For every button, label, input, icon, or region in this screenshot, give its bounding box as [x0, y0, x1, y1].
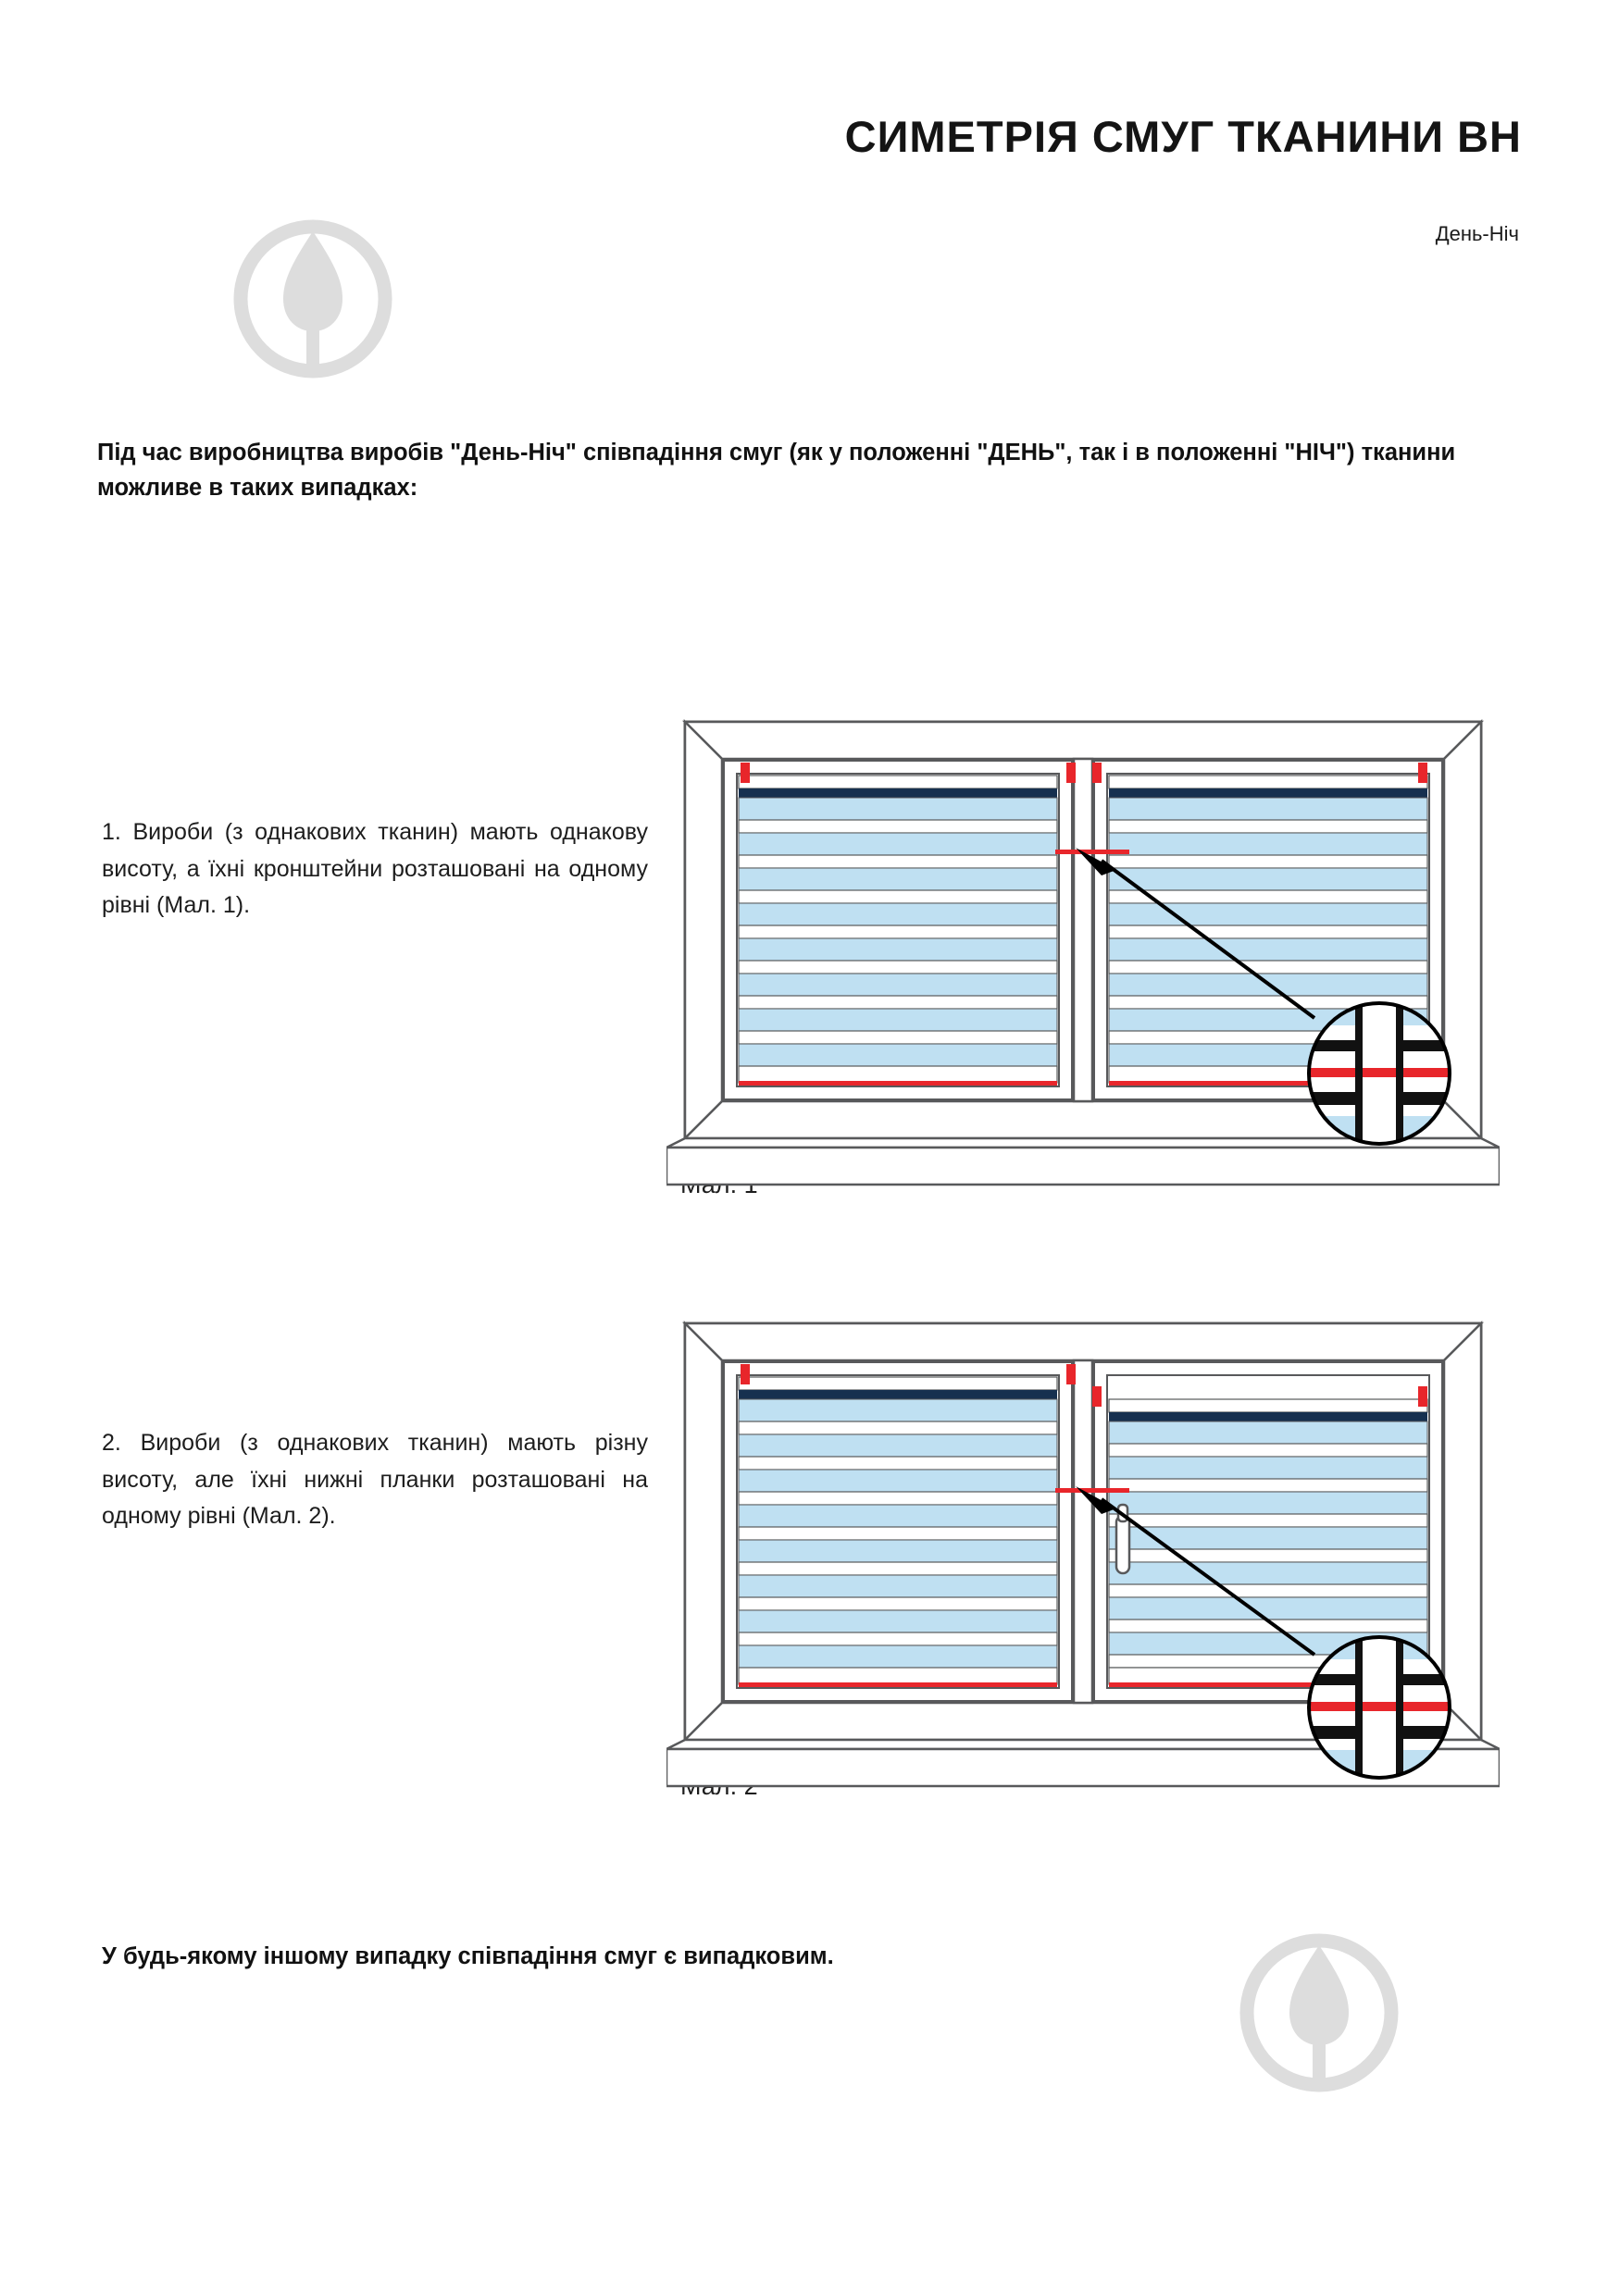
bracket-marker: [1066, 763, 1076, 783]
intro-paragraph: Під час виробництва виробів "День-Ніч" співпадіння смуг (як у положенні "ДЕНЬ", так і в положенні "НІЧ") тканини можливе в таких випадках:: [97, 440, 1456, 502]
bracket-marker: [1092, 1386, 1102, 1407]
stripe-match-marker: [1055, 1488, 1129, 1493]
window-diagram-different-height: [666, 1314, 1500, 1869]
page-subtitle: День-Ніч: [1435, 222, 1519, 245]
bracket-marker: [1418, 763, 1427, 783]
water-drop-icon: [230, 192, 396, 405]
figure-1: [666, 713, 1500, 1272]
water-drop-icon: [1236, 1906, 1402, 2119]
bracket-marker: [1066, 1364, 1076, 1384]
footer-note: У будь-якому іншому випадку співпадіння смуг є випадковим.: [102, 1943, 834, 1969]
bracket-marker: [1092, 763, 1102, 783]
blind-left-stripes: [739, 1377, 1057, 1687]
item-2-text: 2. Вироби (з однакових тканин) мають різну висоту, але їхні нижні планки розташовані на одному рівні (Мал. 2).: [102, 1430, 648, 1529]
figure-2: [666, 1314, 1500, 1874]
bracket-marker: [741, 763, 750, 783]
item-1-text: 1. Вироби (з однакових тканин) мають однакову висоту, а їхні кронштейни розташовані на одному рівні (Мал. 1).: [102, 819, 648, 918]
page-title: СИМЕТРІЯ СМУГ ТКАНИНИ ВН: [844, 112, 1522, 161]
window-diagram-equal-height: [666, 713, 1500, 1268]
blind-left-stripes: [739, 776, 1057, 1086]
bracket-marker: [741, 1364, 750, 1384]
bracket-marker: [1418, 1386, 1427, 1407]
stripe-match-marker: [1055, 850, 1129, 854]
